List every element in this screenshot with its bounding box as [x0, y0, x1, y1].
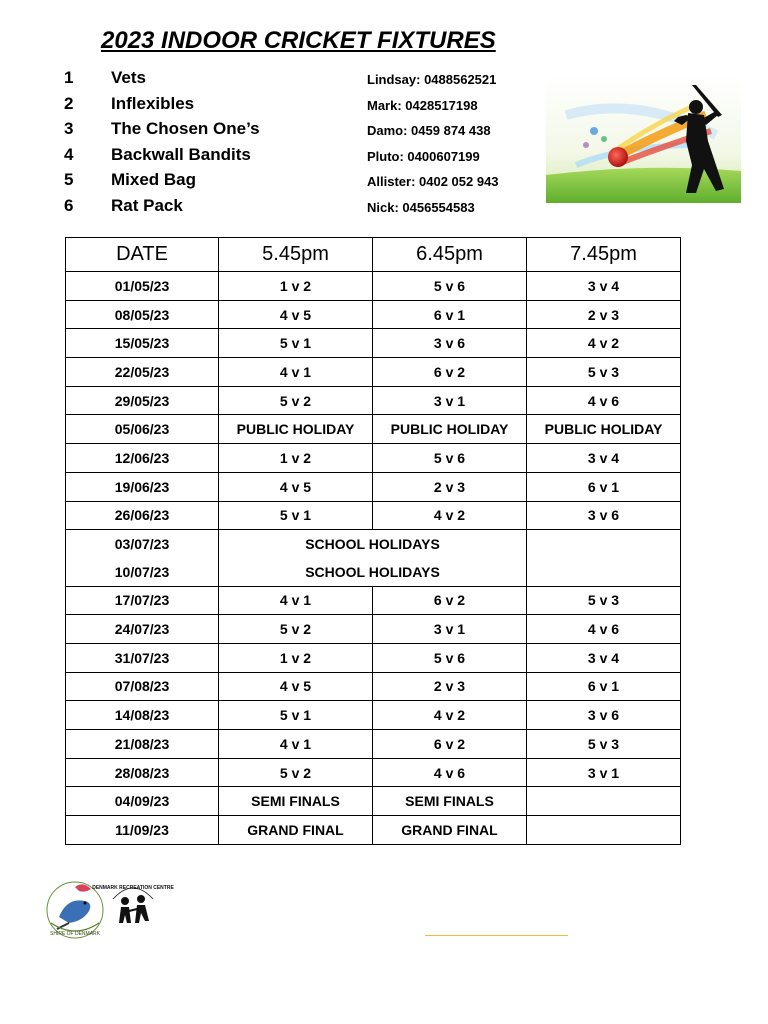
table-row	[66, 300, 681, 329]
date-cell: 17/07/23	[66, 586, 219, 615]
svg-text:SHIRE OF DENMARK: SHIRE OF DENMARK	[49, 931, 101, 937]
match-cell: PUBLIC HOLIDAY	[373, 415, 527, 444]
footer-logos-icon	[45, 877, 174, 943]
match-cell: 2 v 3	[373, 672, 527, 701]
match-cell: 5 v 6	[373, 643, 527, 672]
match-cell: 5 v 3	[527, 730, 681, 759]
team-number: 3	[64, 119, 74, 138]
match-cell: 3 v 6	[527, 701, 681, 730]
fixtures-table	[65, 237, 681, 845]
date-cell: 21/08/23	[66, 730, 219, 759]
match-cell: 6 v 2	[373, 586, 527, 615]
match-cell: 6 v 2	[373, 730, 527, 759]
match-cell	[527, 787, 681, 816]
date-cell: 26/06/23	[66, 501, 219, 530]
match-cell: 4 v 2	[373, 701, 527, 730]
match-cell: 5 v 2	[219, 758, 373, 787]
date-cell: 08/05/23	[66, 300, 219, 329]
table-row	[66, 501, 681, 530]
date-cell: 24/07/23	[66, 615, 219, 644]
match-cell: 3 v 4	[527, 643, 681, 672]
footer-logos	[45, 877, 174, 943]
match-cell: 4 v 1	[219, 358, 373, 387]
match-cell: 3 v 4	[527, 444, 681, 473]
column-header-slot-3: 7.45pm	[527, 238, 681, 272]
team-number: 4	[64, 144, 74, 164]
match-cell: 5 v 2	[219, 615, 373, 644]
table-row	[66, 615, 681, 644]
match-cell: 4 v 2	[527, 329, 681, 358]
match-cell: 3 v 4	[527, 272, 681, 301]
table-row	[66, 816, 681, 845]
match-cell: 4 v 2	[373, 501, 527, 530]
table-row	[66, 444, 681, 473]
match-cell: PUBLIC HOLIDAY	[219, 415, 373, 444]
team-name: Mixed Bag	[111, 170, 197, 189]
school-holidays-cell: SCHOOL HOLIDAYS	[219, 558, 527, 586]
match-cell	[527, 816, 681, 845]
table-row	[66, 672, 681, 701]
team-number: 2	[64, 93, 74, 113]
column-header-slot-2: 6.45pm	[373, 238, 527, 272]
team-name: The Chosen One’s	[111, 119, 260, 138]
date-cell: 31/07/23	[66, 643, 219, 672]
match-cell: 4 v 1	[219, 730, 373, 759]
match-cell: 1 v 2	[219, 643, 373, 672]
match-cell: 2 v 3	[527, 300, 681, 329]
team-row	[64, 94, 544, 120]
column-header-slot-1: 5.45pm	[219, 238, 373, 272]
match-cell: 3 v 1	[373, 386, 527, 415]
date-cell: 28/08/23	[66, 758, 219, 787]
recreation-centre-logo	[92, 882, 174, 938]
team-list	[64, 68, 544, 221]
match-cell: 3 v 6	[527, 501, 681, 530]
date-cell: 12/06/23	[66, 444, 219, 473]
team-row	[64, 68, 544, 94]
team-number: 6	[64, 195, 74, 215]
match-cell: 6 v 1	[527, 672, 681, 701]
match-cell: 4 v 5	[219, 472, 373, 501]
match-cell: 1 v 2	[219, 272, 373, 301]
team-name: Vets	[111, 68, 146, 87]
table-row	[66, 730, 681, 759]
date-cell: 22/05/23	[66, 358, 219, 387]
date-cell: 19/06/23	[66, 472, 219, 501]
cricket-batsman-image	[546, 75, 741, 203]
team-contact: Allister: 0402 052 943	[367, 174, 499, 189]
team-row	[64, 170, 544, 196]
table-header-row	[66, 238, 681, 272]
column-header-date: DATE	[66, 238, 219, 272]
match-cell: 5 v 6	[373, 272, 527, 301]
match-cell: 5 v 1	[219, 701, 373, 730]
match-cell: SEMI FINALS	[219, 787, 373, 816]
match-cell: 5 v 1	[219, 501, 373, 530]
match-cell: 4 v 5	[219, 672, 373, 701]
match-cell: 4 v 6	[527, 386, 681, 415]
team-contact: Nick: 0456554583	[367, 199, 475, 215]
date-cell: 03/07/23	[66, 530, 219, 558]
match-cell: 3 v 1	[527, 758, 681, 787]
team-row	[64, 119, 544, 145]
match-cell: PUBLIC HOLIDAY	[527, 415, 681, 444]
table-row	[66, 586, 681, 615]
match-cell: 4 v 5	[219, 300, 373, 329]
team-row	[64, 145, 544, 171]
date-cell: 29/05/23	[66, 386, 219, 415]
team-contact: Damo: 0459 874 438	[367, 123, 491, 138]
match-cell: 4 v 1	[219, 586, 373, 615]
team-contact: Mark: 0428517198	[367, 97, 478, 113]
empty-cell	[527, 530, 681, 586]
date-cell: 10/07/23	[66, 558, 219, 586]
school-holidays-cell: SCHOOL HOLIDAYS	[219, 530, 527, 558]
match-cell: 5 v 2	[219, 386, 373, 415]
cricket-batsman-icon	[546, 75, 741, 203]
match-cell: 4 v 6	[373, 758, 527, 787]
table-row	[66, 787, 681, 816]
date-cell: 05/06/23	[66, 415, 219, 444]
team-name: Backwall Bandits	[111, 144, 251, 164]
date-cell: 07/08/23	[66, 672, 219, 701]
match-cell: 5 v 6	[373, 444, 527, 473]
table-row	[66, 358, 681, 387]
decorative-line	[425, 935, 568, 936]
date-cell: 04/09/23	[66, 787, 219, 816]
match-cell: 5 v 3	[527, 358, 681, 387]
team-number: 1	[64, 68, 74, 87]
match-cell: SEMI FINALS	[373, 787, 527, 816]
team-row	[64, 196, 544, 222]
table-row	[66, 472, 681, 501]
match-cell: 2 v 3	[373, 472, 527, 501]
team-contact: Lindsay: 0488562521	[367, 72, 497, 87]
table-row	[66, 329, 681, 358]
match-cell: 5 v 1	[219, 329, 373, 358]
match-cell: 6 v 2	[373, 358, 527, 387]
match-cell: 3 v 1	[373, 615, 527, 644]
date-cell: 01/05/23	[66, 272, 219, 301]
match-cell: 6 v 1	[373, 300, 527, 329]
table-row	[66, 701, 681, 730]
team-number: 5	[64, 170, 74, 189]
match-cell: GRAND FINAL	[373, 816, 527, 845]
team-contact: Pluto: 0400607199	[367, 148, 480, 164]
date-cell: 14/08/23	[66, 701, 219, 730]
match-cell: 5 v 3	[527, 586, 681, 615]
match-cell: 3 v 6	[373, 329, 527, 358]
svg-text:DENMARK RECREATION CENTRE: DENMARK RECREATION CENTRE	[92, 885, 174, 891]
table-row	[66, 758, 681, 787]
date-cell: 11/09/23	[66, 816, 219, 845]
table-row	[66, 272, 681, 301]
date-cell: 15/05/23	[66, 329, 219, 358]
table-row	[66, 415, 681, 444]
team-name: Inflexibles	[111, 93, 195, 113]
table-row	[66, 530, 681, 558]
table-row	[66, 386, 681, 415]
match-cell: 6 v 1	[527, 472, 681, 501]
page-title: 2023 INDOOR CRICKET FIXTURES	[101, 27, 496, 54]
match-cell: GRAND FINAL	[219, 816, 373, 845]
team-name: Rat Pack	[111, 195, 183, 215]
table-row	[66, 643, 681, 672]
match-cell: 1 v 2	[219, 444, 373, 473]
match-cell: 4 v 6	[527, 615, 681, 644]
